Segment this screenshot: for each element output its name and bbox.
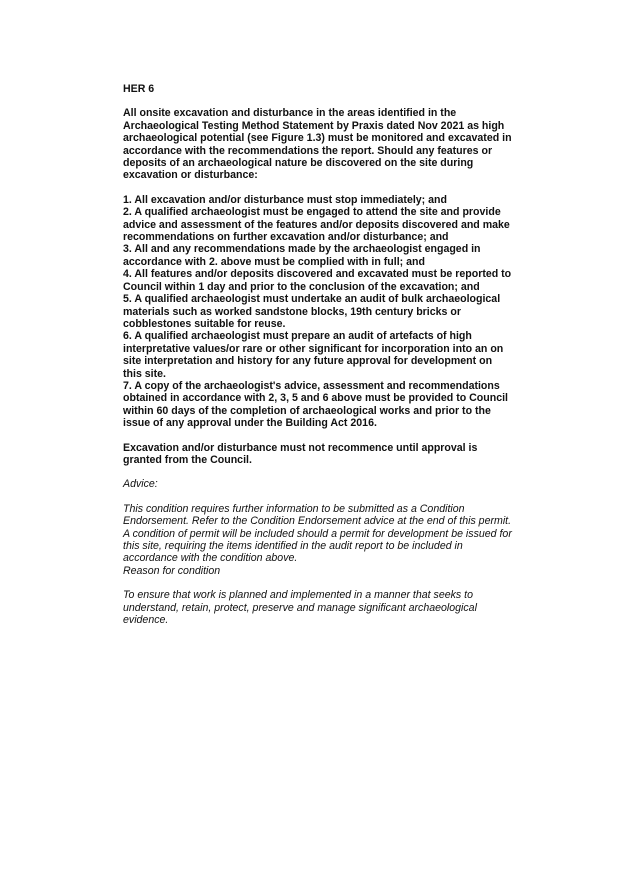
condition-closing: Excavation and/or disturbance must not recommence until approval is granted from the Council. <box>123 441 478 466</box>
condition-list <box>123 194 513 430</box>
condition-heading: HER 6 <box>123 83 155 95</box>
condition-item-7: 7. A copy of the archaeologist's advice, assessment and recommendations obtained in accordance with 2, 3, 5 and 6 above must be provided to Council within 60 days of the completion of archaeological works and prior to the issue of any approval under the Building Act 2016. <box>123 379 508 430</box>
condition-item-5: 5. A qualified archaeologist must undertake an audit of bulk archaeological materials such as worked sandstone blocks, 19th century bricks or cobblestones suitable for reuse. <box>123 293 501 330</box>
condition-item-1: 1. All excavation and/or disturbance must stop immediately; and <box>123 193 447 206</box>
condition-item-6: 6. A qualified archaeologist must prepare an audit of artefacts of high interpretative values/or rare or other significant for incorporation into an on site interpretation and history for any future approval for development on this site. <box>123 330 504 380</box>
reason-text: To ensure that work is planned and implemented in a manner that seeks to understand, retain, protect, preserve and manage significant archaeological evidence. <box>123 589 477 627</box>
condition-item-3: 3. All and any recommendations made by the archaeologist engaged in accordance with 2. above must be complied with in full; and <box>123 243 481 268</box>
document-content <box>123 83 513 638</box>
condition-item-4: 4. All features and/or deposits discovered and excavated must be reported to Council within 1 day and prior to the conclusion of the excavation; and <box>123 268 512 293</box>
advice-text: This condition requires further information to be submitted as a Condition Endorsement. Refer to the Condition Endorsement advice at the end of this permit. A condition of permit will be included should a permit for development be issued for this site, requiring the items identified in the audit report to be included in accordance with the condition above. <box>123 502 512 565</box>
advice-label: Advice: <box>123 478 158 491</box>
condition-intro: All onsite excavation and disturbance in the areas identified in the Archaeological Testing Method Statement by Praxis dated Nov 2021 as high archaeological potential (see Figure 1.3) must be monitored and excavated in accordance with the recommendations the report. Should any features or deposits of an archaeological nature be discovered on the site during excavation or disturbance: <box>123 107 512 182</box>
condition-item-2: 2. A qualified archaeologist must be engaged to attend the site and provide advice and assessment of the features and/or deposits discovered and make recommendations on further excavation and/or disturbance; and <box>123 206 510 244</box>
reason-label: Reason for condition <box>123 564 221 577</box>
